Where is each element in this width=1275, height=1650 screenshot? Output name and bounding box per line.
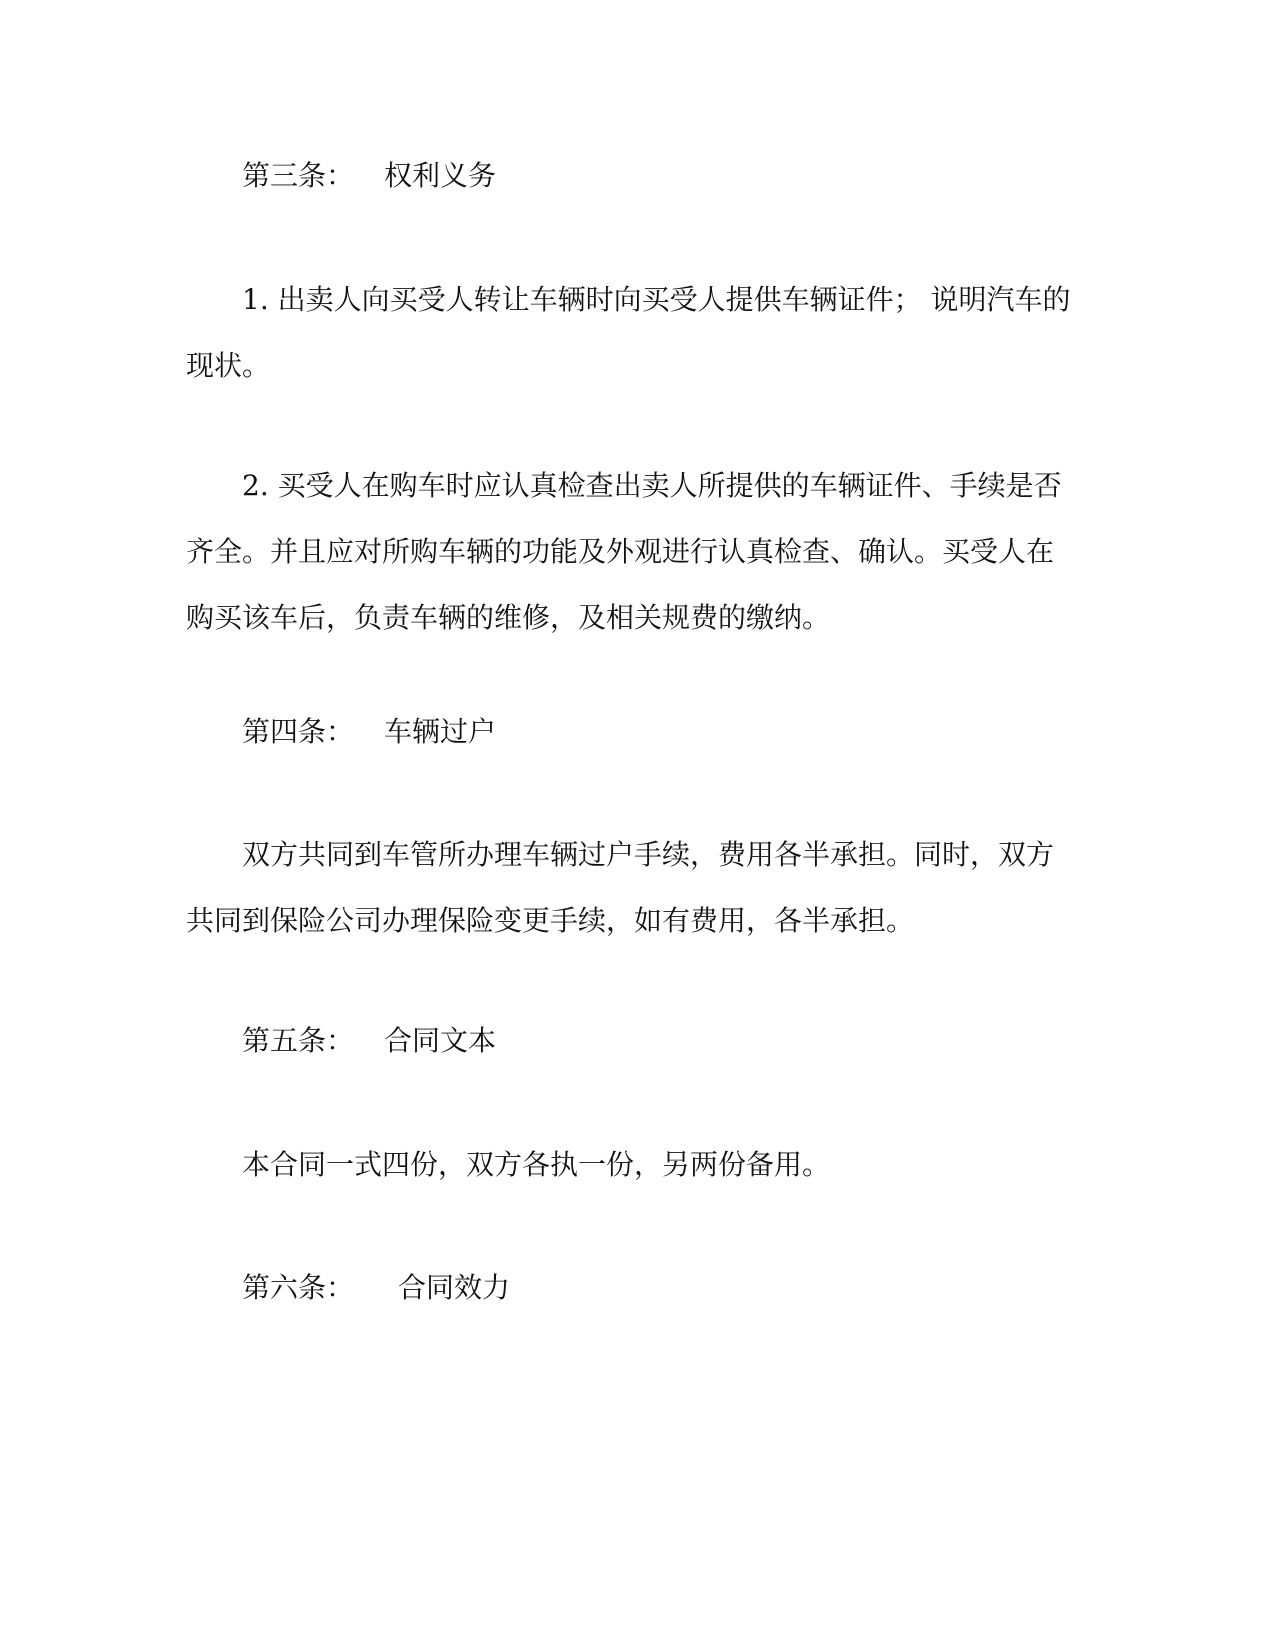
article-3-item-2: 2. 买受人在购车时应认真检查出卖人所提供的车辆证件、手续是否齐全。并且应对所购车辆的功能及外观进行认真检查、确认。买受人在购买该车后，负责车辆的维修，及相关规费的缴纳。 — [186, 469, 1062, 634]
article-5-heading — [186, 1008, 1081, 1074]
article-6-heading — [186, 1255, 1081, 1321]
article-3-label: 第三条： — [242, 159, 355, 192]
article-3-title: 权利义务 — [384, 159, 497, 192]
article-4-label: 第四条： — [242, 715, 355, 748]
article-4-title: 车辆过户 — [384, 715, 497, 748]
article-6-title: 合同效力 — [398, 1271, 511, 1304]
article-5-title: 合同文本 — [384, 1024, 497, 1057]
article-3-item-1: 1. 出卖人向买受人转让车辆时向买受人提供车辆证件； 说明汽车的现状。 — [186, 283, 1071, 382]
article-5-body: 本合同一式四份，双方各执一份，另两份备用。 — [242, 1148, 831, 1181]
article-4-heading — [186, 699, 1081, 765]
article-6-label: 第六条： — [242, 1271, 355, 1304]
article-5-label: 第五条： — [242, 1024, 355, 1057]
article-3-heading — [186, 143, 1081, 209]
article-4-body: 双方共同到车管所办理车辆过户手续，费用各半承担。同时，双方共同到保险公司办理保险变更手续，如有费用，各半承担。 — [186, 838, 1055, 937]
